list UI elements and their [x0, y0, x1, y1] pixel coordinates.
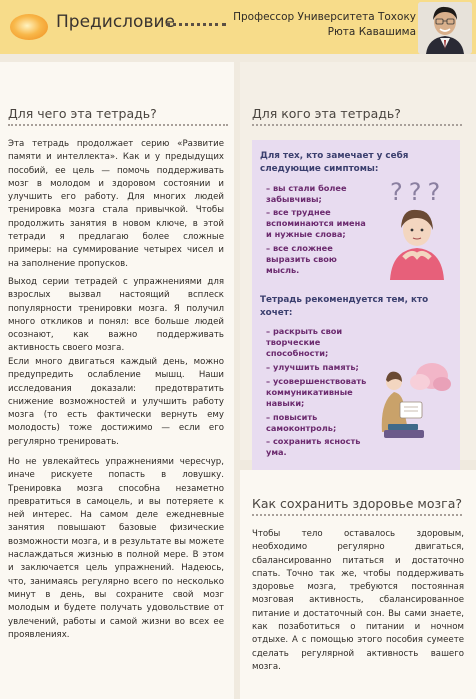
section-divider: [252, 124, 462, 126]
portrait-illustration: [418, 2, 472, 54]
section-title-purpose: Для чего эта тетрадь?: [8, 106, 157, 121]
author-portrait: [418, 2, 472, 54]
author-credit: [226, 10, 416, 40]
section-title-audience: Для кого эта тетрадь?: [252, 106, 401, 121]
want-item: – раскрыть свои творческие способности;: [266, 326, 343, 359]
reading-woman-illustration: [374, 360, 460, 444]
symptom-item: – вы стали более забывчивы;: [266, 183, 347, 205]
symptom-item: – все сложнее выразить свою мысль.: [266, 243, 337, 276]
section-divider: [8, 124, 228, 126]
paragraph-health: Чтобы тело оставалось здоровым, необходимо регулярно двигаться, сбалансированно питаться и достаточно спать. Точно так же, чтобы поддерживать здоровье мозга, требуются постоянная мозговая активность, сбалансированное питание и достаточный сон. Вы сами знаете, как позаботиться о питании и ночном отдыхе. А с помощью этого пособия сумеете сделать регулярной активность вашего мозга.: [252, 529, 464, 672]
want-item: – повысить самоконтроль;: [266, 412, 337, 434]
header-dotted-line: [166, 22, 226, 26]
section-title-health: Как сохранить здоровье мозга?: [252, 496, 462, 511]
want-item: – усовершенствовать коммуникативные навыки;: [266, 376, 367, 409]
wants-heading: Тетрадь рекомендуется тем, кто хочет:: [260, 295, 429, 318]
section-divider: [252, 514, 462, 516]
forgetful-woman-illustration: [384, 200, 450, 280]
author-name: Рюта Кавашима: [327, 26, 416, 38]
paragraph-purpose-1: Эта тетрадь продолжает серию «Развитие памяти и интеллекта». Как и у предыдущих пособий, ее цель — помочь поддерживать мозг в молодом и здоровом состоянии и улучшить его работу. Для многих людей тренировка мозга стала привычкой. Чтобы продолжить занятия в новом ключе, в этой тетради я предлагаю более сложные примеры: на суммирование четырех чисел и на заполнение пропусков.: [8, 139, 224, 269]
symptom-item: – все труднее вспоминаются имена и нужные слова;: [266, 207, 366, 240]
paragraph-purpose-2: Выход серии тетрадей с упражнениями для взрослых вызвал настоящий всплеск популярности тренировки мозга. Я получил много откликов и понял: все больше людей осознают, как важно поддерживать активность своего мозга.: [8, 277, 224, 354]
want-item: – сохранить ясность ума.: [266, 436, 361, 458]
header-logo-blob: [10, 14, 48, 40]
author-position: Профессор Университета Тохоку: [233, 11, 416, 23]
page-title: Предисловие: [56, 12, 175, 32]
header-bar: [0, 0, 476, 54]
paragraph-purpose-4: Но не увлекайтесь упражнениями чересчур, иначе рискуете попасть в ловушку. Тренировка мозга способна незаметно превратиться в самоцель, и вы потеряете к ней интерес. На самом деле ежедневные занятия повышают базовые физические возможности мозга, и в результате вы можете наслаждаться жизнью в полной мере. В этом и заключается цель упражнений. Надеюсь, что, занимаясь регулярно всего по несколько минут в день, вы сохраните свой мозг молодым и будете получать удовольствие от увлечений, работы и самой жизни во всех ее проявлениях.: [8, 457, 224, 640]
want-item: – улучшить память;: [266, 362, 359, 372]
paragraph-purpose-3: Если много двигаться каждый день, можно предупредить ослабление мышц. Наши исследования доказали: предотвратить снижение возможностей и улучшить работу мозга (то есть фактически вернуть ему молодость) тоже достижимо — если его регулярно тренировать.: [8, 357, 224, 447]
symptoms-heading: Для тех, кто замечает у себя следующие симптомы:: [260, 151, 409, 174]
question-marks-icon: ???: [390, 178, 447, 206]
